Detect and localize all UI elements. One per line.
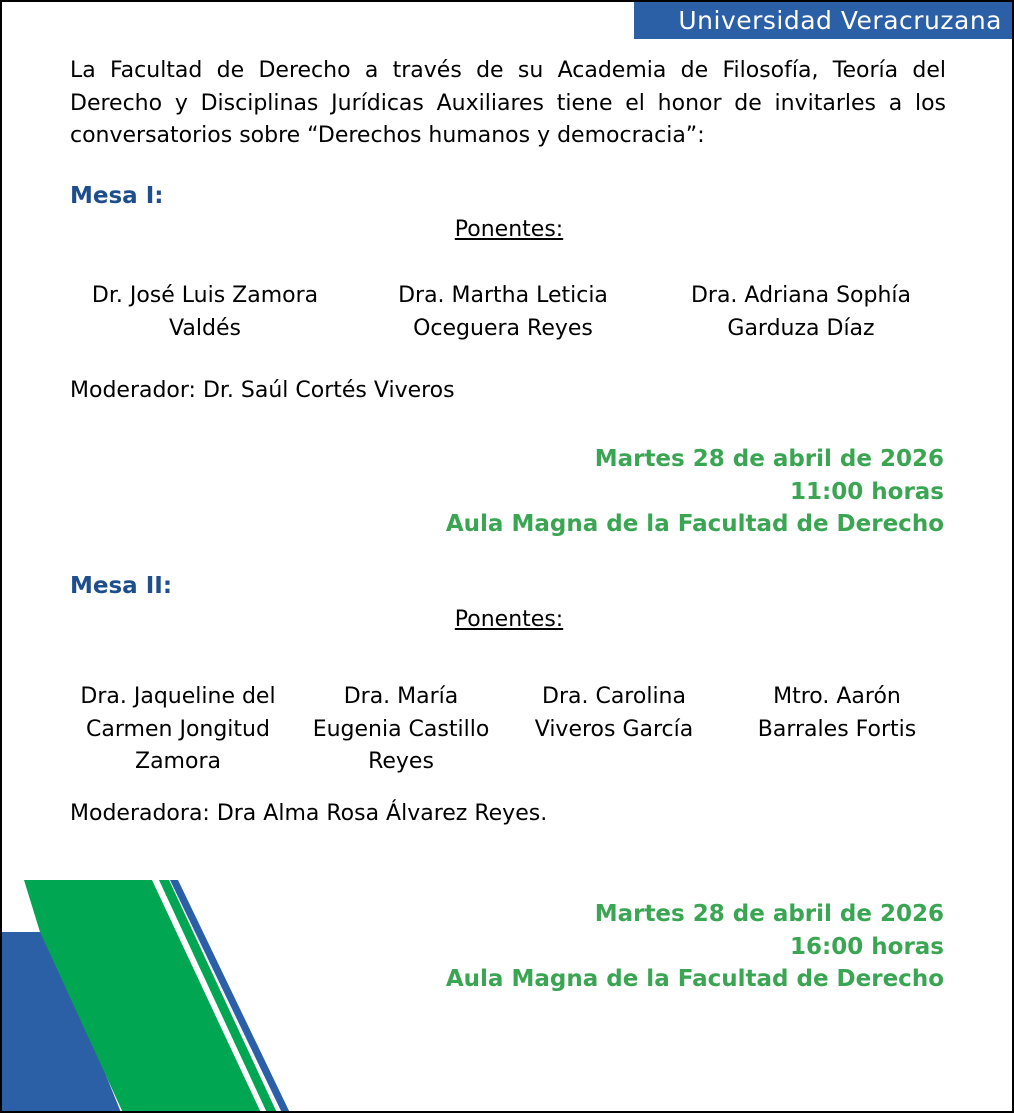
mesa-2-time: 16:00 horas bbox=[790, 933, 944, 960]
mesa-1-place: Aula Magna de la Facultad de Derecho bbox=[445, 511, 944, 537]
mesa-1-speaker: Dra. Martha Leticia Oceguera Reyes bbox=[398, 283, 608, 341]
mesa-1-time: 11:00 horas bbox=[790, 478, 944, 505]
mesa-1-ponentes-label: Ponentes: bbox=[454, 217, 564, 242]
mesa-2-title: Mesa II: bbox=[70, 573, 173, 599]
mesa-1-speaker: Dra. Adriana Sophía Garduza Díaz bbox=[690, 283, 912, 341]
university-brand-banner: Universidad Veracruzana bbox=[634, 2, 1014, 39]
mesa-2-moderator: Moderadora: Dra Alma Rosa Álvarez Reyes. bbox=[70, 801, 548, 826]
mesa-2-speaker: Mtro. Aarón Barrales Fortis bbox=[757, 684, 917, 742]
mesa-2-speaker: Dra. Jaqueline del Carmen Jongitud Zamora bbox=[80, 684, 276, 774]
mesa-1-moderator: Moderador: Dr. Saúl Cortés Viveros bbox=[70, 378, 455, 403]
mesa-2-date: Martes 28 de abril de 2026 bbox=[594, 901, 944, 927]
mesa-1-date: Martes 28 de abril de 2026 bbox=[594, 446, 944, 472]
mesa-1-title: Mesa I: bbox=[70, 183, 164, 209]
mesa-2-speaker: Dra. María Eugenia Castillo Reyes bbox=[312, 684, 490, 774]
mesa-2-speaker: Dra. Carolina Viveros García bbox=[534, 684, 694, 742]
mesa-2-ponentes-label: Ponentes: bbox=[454, 607, 564, 632]
mesa-1-details bbox=[446, 443, 944, 541]
mesa-1-speaker: Dr. José Luis Zamora Valdés bbox=[91, 283, 319, 341]
mesa-2-details bbox=[446, 898, 944, 996]
intro-paragraph: La Facultad de Derecho a través de su Academia de Filosofía, Teoría del Derecho y Disciplinas Jurídicas Auxiliares tiene el honor de invitarles a los conversatorios sobre “Derechos humanos y democracia”: bbox=[70, 58, 946, 148]
mesa-2-place: Aula Magna de la Facultad de Derecho bbox=[445, 966, 944, 992]
decorative-swoosh-graphic bbox=[2, 874, 302, 1113]
